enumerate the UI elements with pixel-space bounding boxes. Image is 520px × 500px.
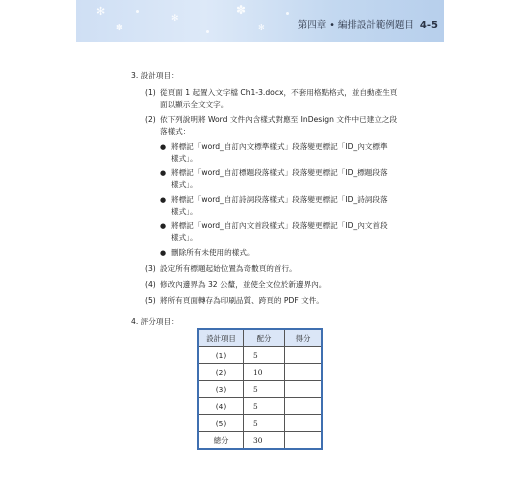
bullet-icon: ● (160, 196, 167, 204)
table-cell: 5 (244, 381, 285, 398)
bullet-icon: ● (160, 249, 167, 257)
bullet-text: 樣式」。 (171, 154, 198, 163)
flower-decoration-icon: ✻ (171, 14, 179, 24)
table-cell: 總分 (199, 432, 244, 449)
item-1-text: 從頁面 1 起置入文字檔 Ch1-3.docx，不套用格點格式，並自動產生頁 (160, 88, 398, 97)
flower-decoration-icon: ✻ (96, 5, 106, 18)
bullet-icon: ● (160, 222, 167, 230)
table-cell (285, 381, 322, 398)
bullet-text: 將標記「word_自訂內文首段樣式」段落變更標記「ID_內文首段 (171, 221, 388, 230)
table-cell (285, 347, 322, 364)
table-cell (285, 415, 322, 432)
bullet-text: 樣式」。 (171, 180, 198, 189)
table-row (199, 398, 322, 415)
item-4-text: 修改內邊界為 32 公釐，並使全文位於新邊界內。 (160, 280, 327, 289)
table-cell: (5) (199, 415, 244, 432)
item-3-text: 設定所有標題起始位置為奇數頁的首行。 (160, 264, 297, 273)
table-cell (285, 432, 322, 449)
item-5-text: 將所有頁面轉存為印刷品質、跨頁的 PDF 文件。 (160, 296, 324, 305)
table-row (199, 415, 322, 432)
table-cell: 5 (244, 398, 285, 415)
bullet-text: 將標記「word_自訂標題段落樣式」段落變更標記「ID_標題段落 (171, 168, 388, 177)
bullet-text: 將標記「word_自訂內文標準樣式」段落變更標記「ID_內文標準 (171, 142, 388, 151)
item-1-text: 面以顯示全文文字。 (160, 100, 229, 109)
item-2-label: (2) (145, 115, 156, 124)
section-3-title: 3. 設計項目： (131, 71, 179, 80)
bullet-text: 樣式」。 (171, 207, 198, 216)
table-cell: 5 (244, 415, 285, 432)
table-cell: (1) (199, 347, 244, 364)
table-row-total (199, 432, 322, 449)
item-4-label: (4) (145, 280, 156, 289)
bullet-icon: ● (160, 169, 167, 177)
item-5-label: (5) (145, 296, 156, 305)
table-row (199, 347, 322, 364)
table-header-cell: 得分 (285, 330, 322, 347)
table-cell: 5 (244, 347, 285, 364)
chapter-title: 第四章 • 編排設計範例題目 (297, 20, 414, 31)
table-cell (285, 398, 322, 415)
table-cell (285, 364, 322, 381)
table-cell: (4) (199, 398, 244, 415)
bullet-text: 樣式」。 (171, 233, 198, 242)
item-1-label: (1) (145, 88, 156, 97)
flower-decoration-icon: ✻ (258, 23, 265, 32)
table-header-cell: 配分 (244, 330, 285, 347)
table-header-cell: 設計項目 (199, 330, 244, 347)
bullet-text: 將標記「word_自訂詩詞段落樣式」段落變更標記「ID_詩詞段落 (171, 195, 388, 204)
section-4-title: 4. 評分項目： (131, 317, 179, 326)
table-cell: 10 (244, 364, 285, 381)
table-row (199, 381, 322, 398)
bullet-text: 刪除所有未使用的樣式。 (171, 248, 255, 257)
page-number: 4-5 (419, 20, 438, 31)
flower-decoration-icon: ✽ (116, 23, 123, 32)
bullet-icon: ● (160, 143, 167, 151)
table-cell: (3) (199, 381, 244, 398)
item-3-label: (3) (145, 264, 156, 273)
item-2-text: 落樣式： (160, 127, 191, 136)
table-cell: 30 (244, 432, 285, 449)
flower-decoration-icon: ✽ (236, 3, 247, 17)
item-2-text: 依下列說明將 Word 文件內含樣式對應至 InDesign 文件中已建立之段 (160, 115, 398, 124)
table-row (199, 364, 322, 381)
table-cell: (2) (199, 364, 244, 381)
table-header-row (199, 330, 322, 347)
score-table (198, 329, 322, 449)
